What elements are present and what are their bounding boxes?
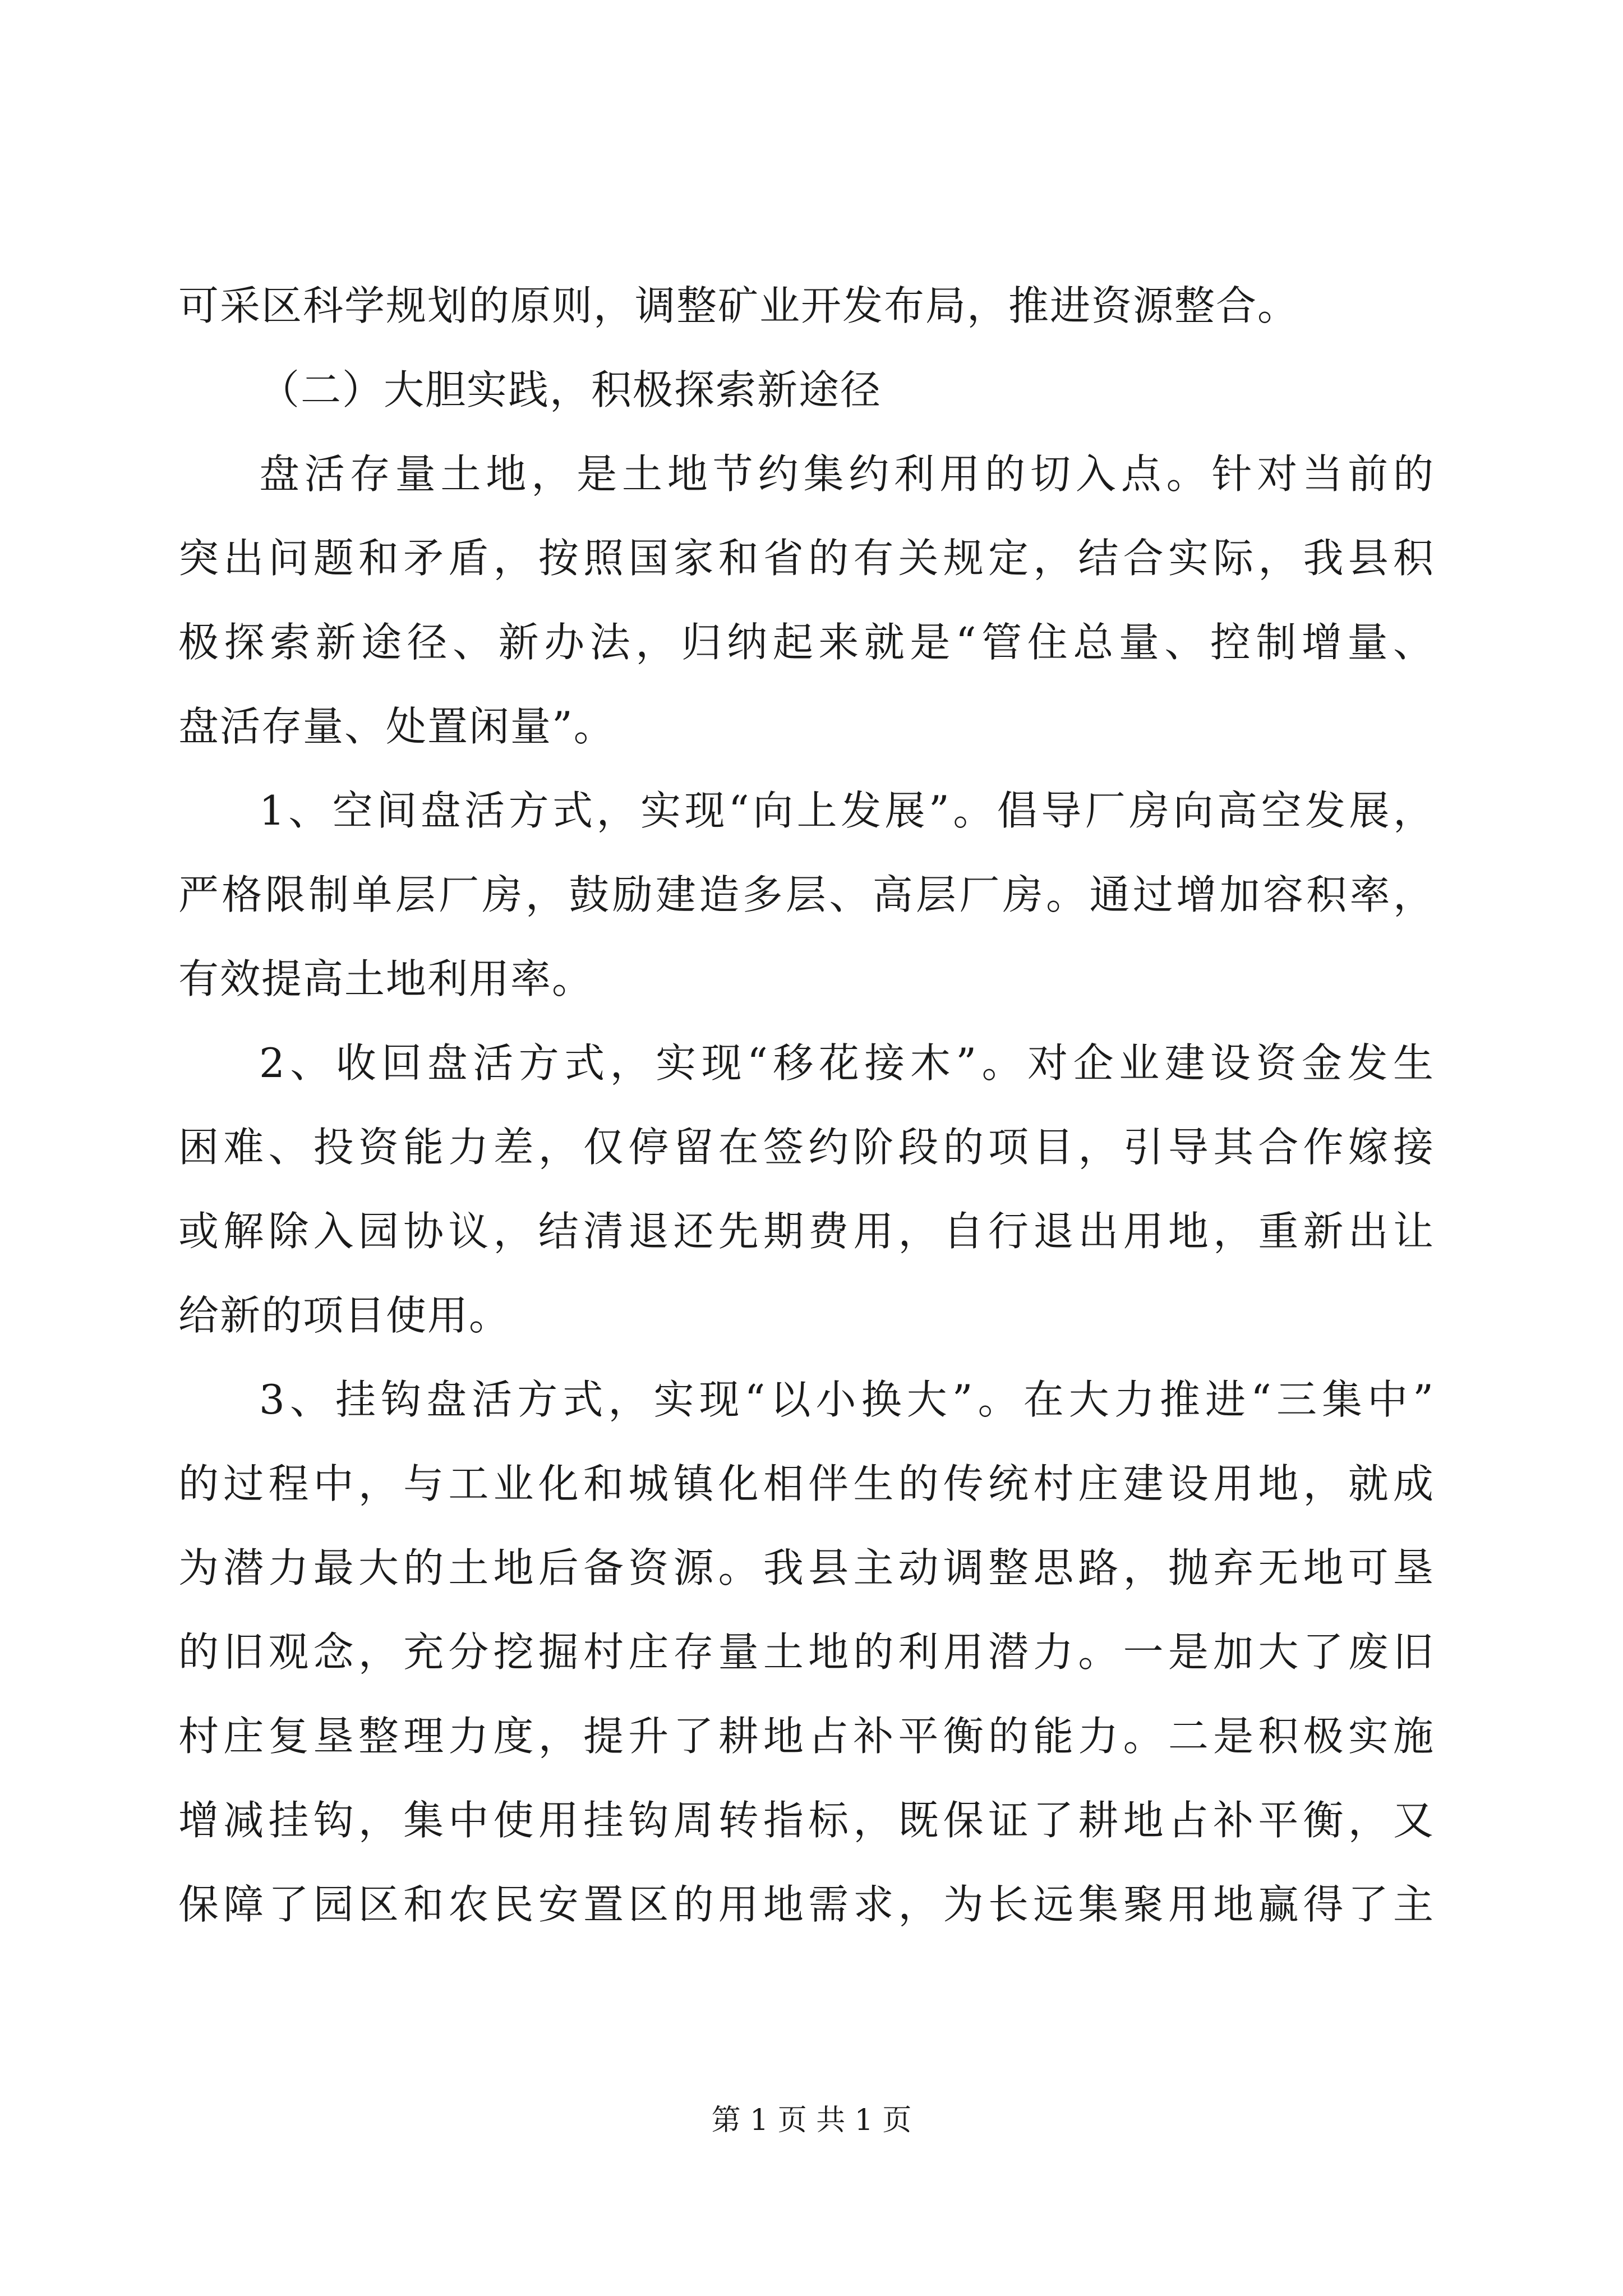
text-line: 的过程中，与工业化和城镇化相伴生的传统村庄建设用地，就成	[178, 1460, 1435, 1507]
section-heading: （二）大胆实践，积极探索新途径	[259, 366, 882, 413]
text-line: 盘活存量土地，是土地节约集约利用的切入点。针对当前的	[259, 450, 1435, 498]
text-line: 3、挂钩盘活方式，实现“以小换大”。在大力推进“三集中”	[259, 1376, 1435, 1423]
text-line: 为潜力最大的土地后备资源。我县主动调整思路，抛弃无地可垦	[178, 1544, 1435, 1591]
text-line: 的旧观念，充分挖掘村庄存量土地的利用潜力。一是加大了废旧	[178, 1628, 1435, 1676]
page-number-footer: 第 1 页 共 1 页	[711, 2104, 912, 2137]
text-line: 村庄复垦整理力度，提升了耕地占补平衡的能力。二是积极实施	[178, 1713, 1435, 1760]
text-line: 极探索新途径、新办法，归纳起来就是“管住总量、控制增量、	[178, 619, 1435, 666]
text-line: 有效提高土地利用率。	[178, 955, 594, 1002]
text-line: 2、收回盘活方式，实现“移花接木”。对企业建设资金发生	[259, 1039, 1435, 1087]
text-line: 盘活存量、处置闲量”。	[178, 703, 615, 750]
text-line: 增减挂钩，集中使用挂钩周转指标，既保证了耕地占补平衡，又	[178, 1797, 1435, 1844]
text-line: 严格限制单层厂房，鼓励建造多层、高层厂房。通过增加容积率，	[178, 871, 1435, 918]
text-line: 1、空间盘活方式，实现“向上发展”。倡导厂房向高空发展，	[259, 787, 1435, 834]
text-line: 给新的项目使用。	[178, 1292, 511, 1339]
text-line: 可采区科学规划的原则，调整矿业开发布局，推进资源整合。	[178, 282, 1299, 329]
text-line: 保障了园区和农民安置区的用地需求，为长远集聚用地赢得了主	[178, 1881, 1435, 1928]
text-line: 困难、投资能力差，仅停留在签约阶段的项目，引导其合作嫁接	[178, 1124, 1435, 1171]
text-line: 或解除入园协议，结清退还先期费用，自行退出用地，重新出让	[178, 1208, 1435, 1255]
document-body	[178, 264, 1435, 1947]
text-line: 突出问题和矛盾，按照国家和省的有关规定，结合实际，我县积	[178, 535, 1435, 582]
